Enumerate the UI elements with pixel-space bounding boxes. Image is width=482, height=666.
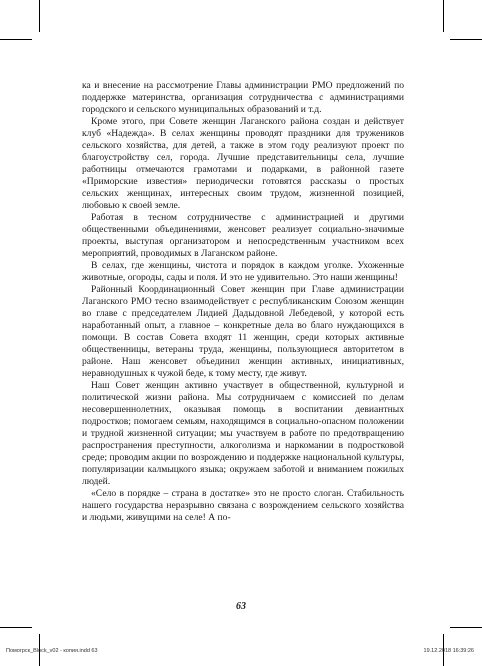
page-number: 63	[236, 601, 246, 612]
crop-mark-bottom-right-h	[450, 627, 482, 628]
paragraph: Работая в тесном сотрудничестве с администрацией и другими общественными объединениями, женсовет реализует социально-значимые проекты, выступая организатором и непосредственным участником всех мероприятий, проводимых в Лаганском районе.	[82, 212, 404, 259]
paragraph: В селах, где женщины, чистота и порядок в каждом уголке. Ухоженные животные, огороды, сады и поля. И это не удивительно. Это наши женщины!	[82, 260, 404, 283]
paragraph: ка и внесение на рассмотрение Главы администрации РМО предложений по поддержке материнства, организация сотрудничества с администрациями городского и сельского муниципальных образований и т.д.	[82, 80, 404, 115]
crop-mark-top-left-h	[0, 39, 32, 40]
crop-mark-top-right-h	[450, 39, 482, 40]
crop-mark-top-right-v	[443, 0, 444, 32]
paragraph: Кроме этого, при Совете женщин Лаганского района создан и действует клуб «Надежда». В селах женщины проводят праздники для тружеников сельского хозяйства, для детей, а также в этом году реализуют проект по благоустройству сел, города. Лучшие представительницы села, лучшие работницы отмечаются грамотами и подарками, в районной газете «Приморские известия» периодически готовятся рассказы о простых сельских женщинах, интересных своим трудом, жизненной позицией, любовью к своей земле.	[82, 116, 404, 211]
crop-mark-bottom-left-h	[0, 627, 32, 628]
slug-timestamp: 19.12.2018 16:39:26	[423, 648, 474, 654]
crop-mark-top-left-v	[39, 0, 40, 32]
paragraph: Наш Совет женщин активно участвует в общественной, культурной и политической жизни района. Мы сотрудничаем с комиссией по делам несовершеннолетних, оказывая помощь в воспитании девиантных подростков; помогаем семьям, находящимся в социально-опасном положении и трудной жизненной ситуации; мы участвуем в работе по предотвращению распространения преступности, алкоголизма и наркомании в подростковой среде; проводим акции по возрождению и поддержке национальной культуры, популяризации калмыцкого языка; окружаем заботой и вниманием пожилых людей.	[82, 380, 404, 487]
slug-file-info: Помогрск_Block_v02 - копия.indd 63	[6, 648, 98, 654]
paragraph: Районный Координационный Совет женщин при Главе администрации Лаганского РМО тесно взаимодействует с республиканским Союзом женщин во главе с председателем Лидией Дадыдовной Лебедевой, у которой есть наработанный опыт, а главное – конкретные дела во благо нуждающихся в помощи. В состав Совета входят 11 женщин, среди которых активные общественницы, ветераны труда, женщины, пользующиеся авторитетом в районе. Наш женсовет объединил женщин активных, инициативных, неравнодушных к чужой беде, к тому месту, где живут.	[82, 284, 404, 379]
paragraph: «Село в порядке – страна в достатке» это не просто слоган. Стабильность нашего государства неразрывно связана с возрождением сельского хозяйства и людьми, живущими на селе! А по-	[82, 488, 404, 523]
page-body	[82, 80, 404, 524]
